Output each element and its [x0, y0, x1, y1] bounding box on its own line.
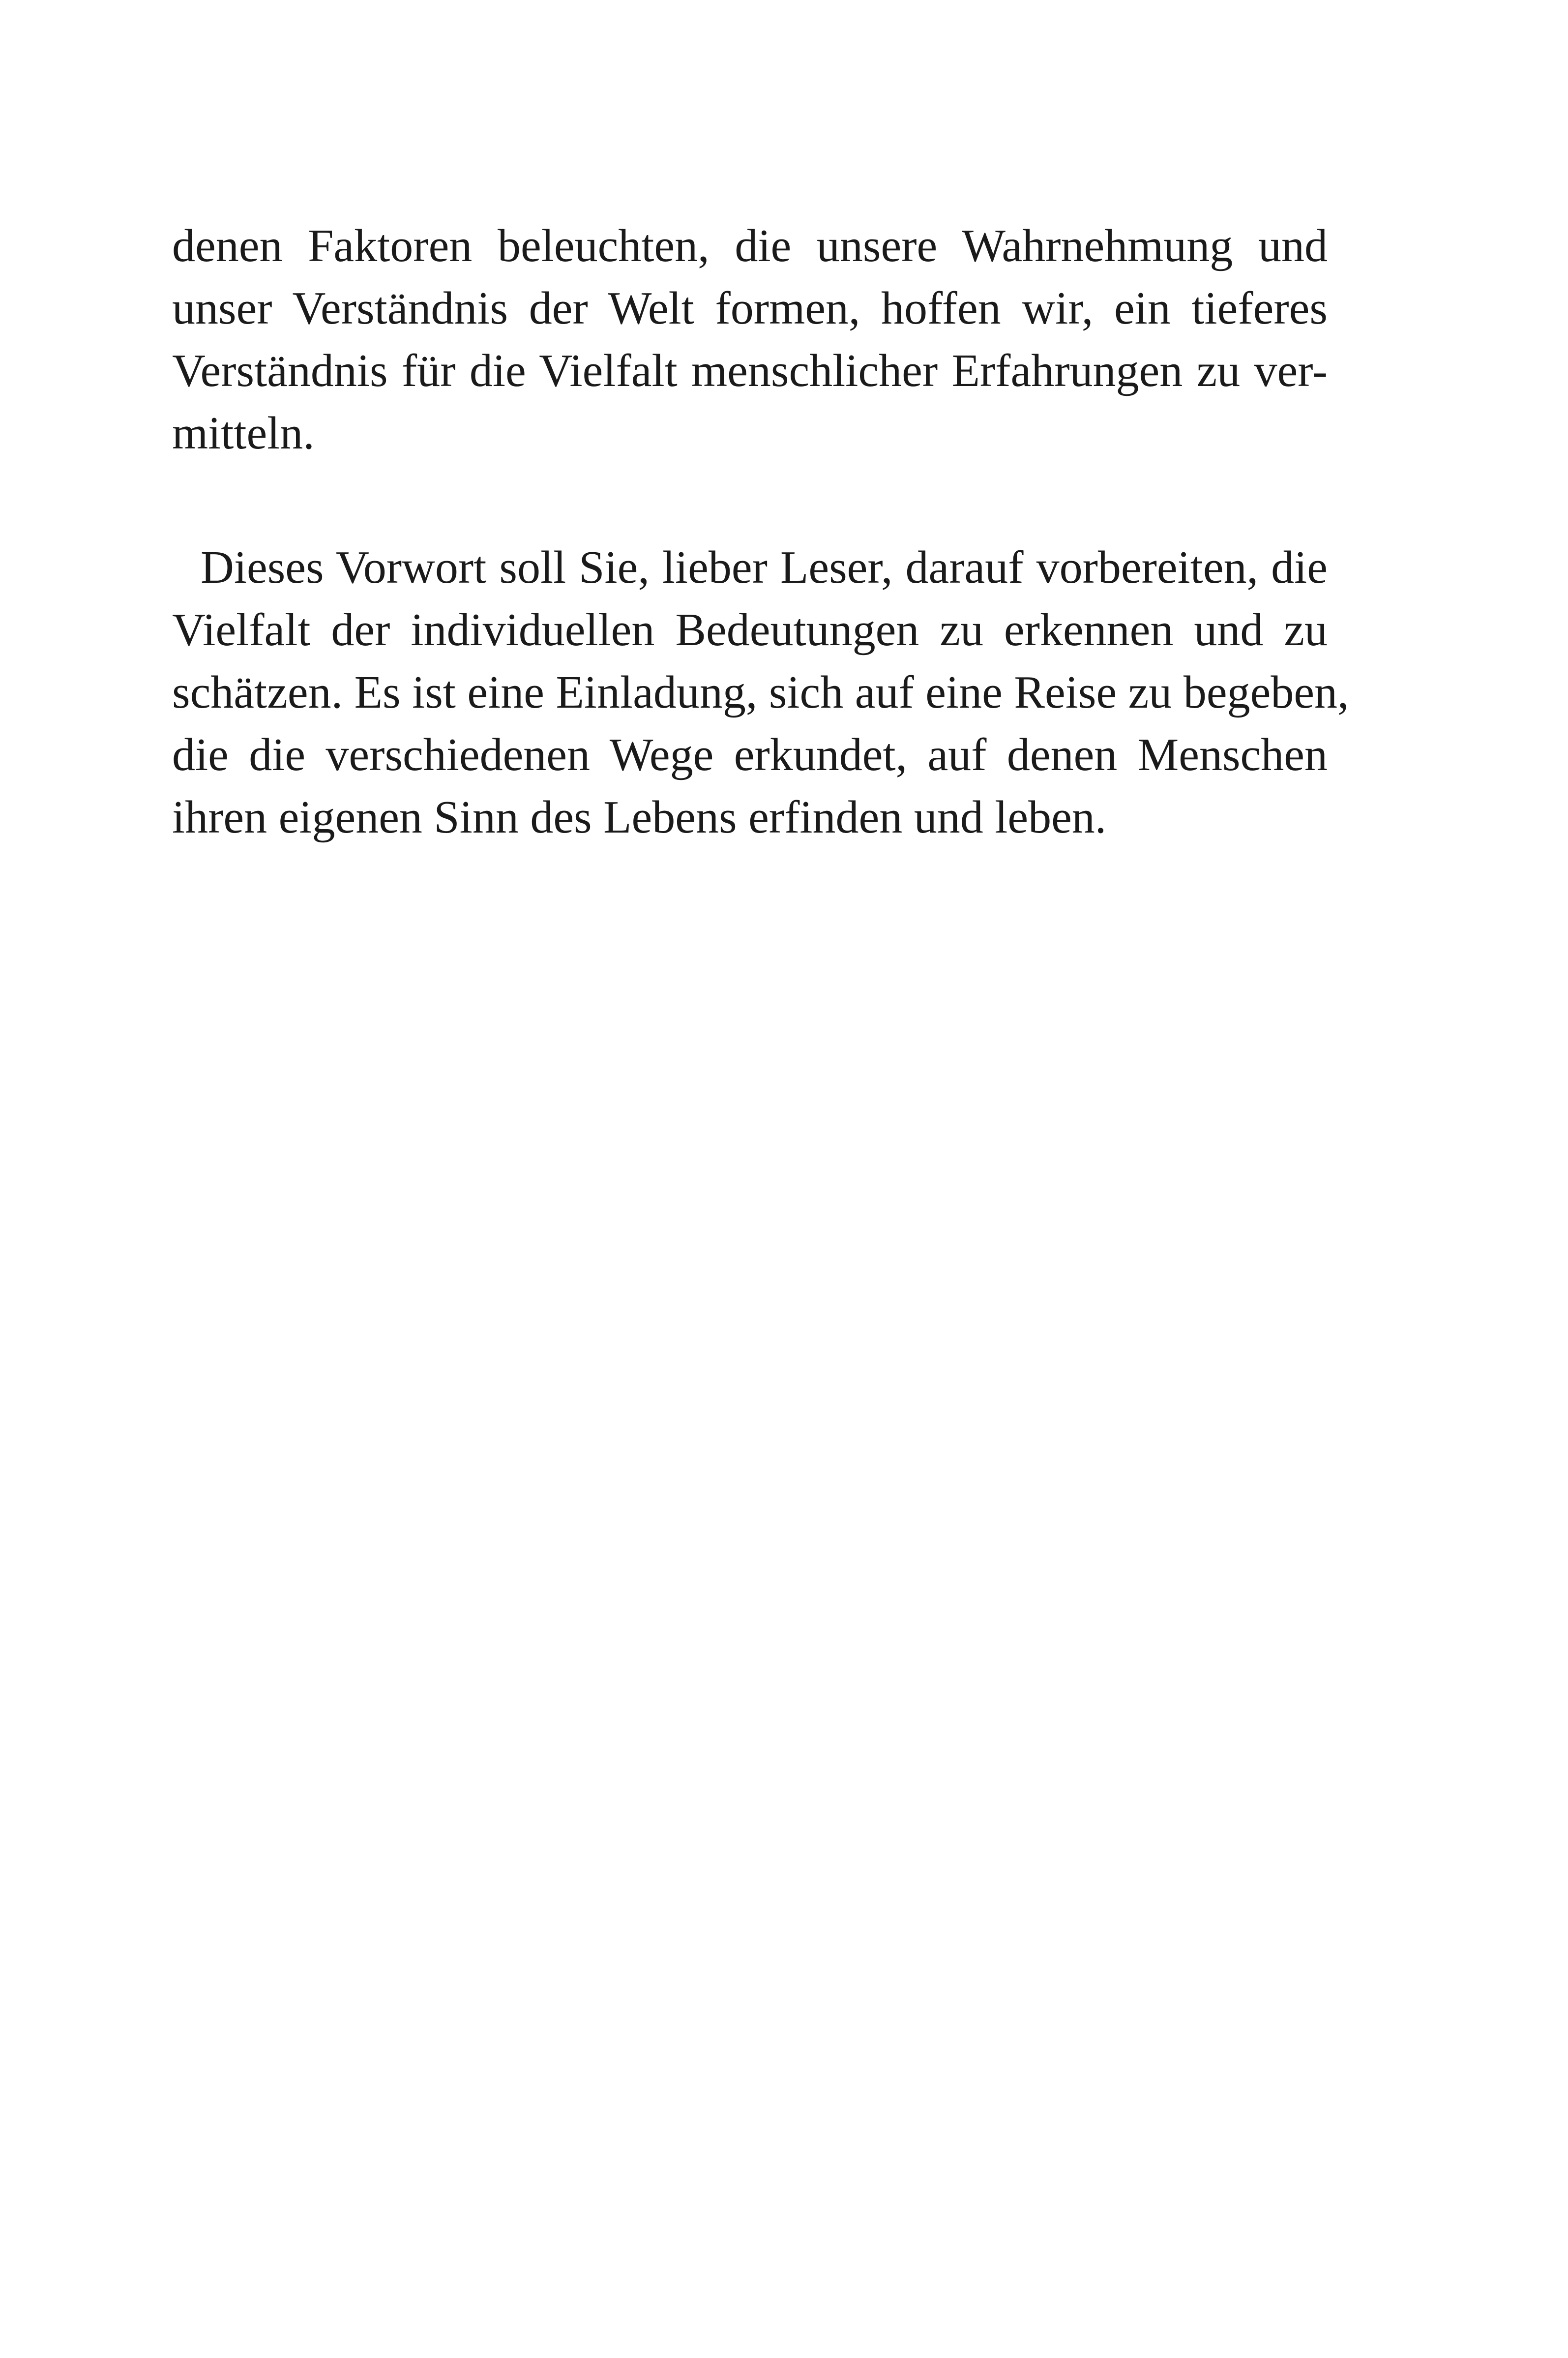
paragraph-gap — [172, 465, 1328, 537]
text-line: mitteln. — [172, 408, 315, 459]
text-line: denen Faktoren beleuchten, die unsere Wahrnehmung und — [172, 220, 1328, 271]
body-text — [172, 215, 1349, 849]
text-line: die die verschiedenen Wege erkundet, auf denen Menschen — [172, 729, 1328, 780]
text-line: ihren eigenen Sinn des Lebens erfinden und leben. — [172, 792, 1107, 843]
text-line: unser Verständnis der Welt formen, hoffen wir, ein tieferes — [172, 283, 1328, 334]
text-line: Vielfalt der individuellen Bedeutungen zu erkennen und zu — [172, 604, 1328, 656]
paragraph-2 — [172, 537, 1349, 849]
paragraph-1 — [172, 215, 1328, 465]
text-line: Dieses Vorwort soll Sie, lieber Leser, darauf vorbereiten, die — [201, 542, 1328, 593]
text-line: schätzen. Es ist eine Einladung, sich auf eine Reise zu begeben, — [172, 667, 1349, 718]
text-line: Verständnis für die Vielfalt menschlicher Erfahrungen zu ver- — [172, 345, 1328, 396]
